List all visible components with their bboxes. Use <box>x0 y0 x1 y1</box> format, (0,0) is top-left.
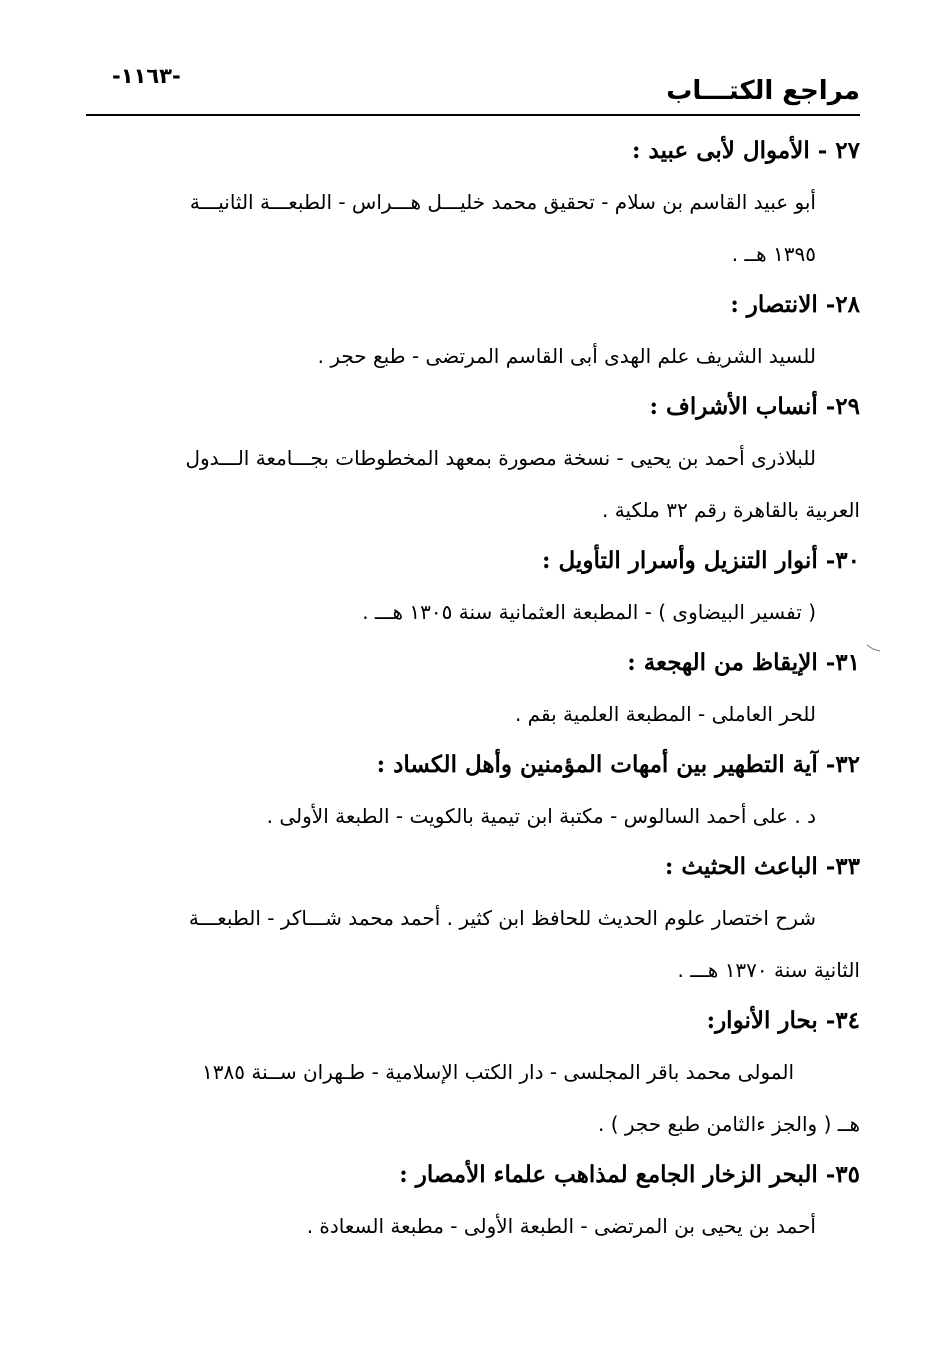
entry-line: ١٣٩٥ هــ . <box>731 242 816 266</box>
entry-body <box>80 432 860 536</box>
entry-line: شرح اختصار علوم الحديث للحافظ ابن كثير . أحمد محمد شـــاكر - الطبعـــة <box>188 906 816 930</box>
entry-body <box>80 1200 860 1252</box>
bibliography-entry-32 <box>80 740 860 842</box>
entry-heading: ٢٨- الانتصار : <box>730 291 860 318</box>
bibliography-entry-27 <box>80 126 860 280</box>
bibliography-entry-35 <box>80 1150 860 1252</box>
entry-heading: ٢٧ - الأموال لأبى عبيد : <box>632 137 860 164</box>
page-number: -١١٦٣- <box>112 64 181 88</box>
entry-body <box>80 586 860 638</box>
entry-heading: ٣١- الإيقاظ من الهجعة : <box>627 649 860 676</box>
entry-heading: ٣٤- بحار الأنوار: <box>706 1007 860 1034</box>
entry-body <box>80 176 860 280</box>
header-rule <box>86 114 860 116</box>
bibliography-entry-30 <box>80 536 860 638</box>
entry-heading: ٣٥- البحر الزخار الجامع لمذاهب علماء الأمصار : <box>399 1161 860 1188</box>
entry-line: للحر العاملى - المطبعة العلمية بقم . <box>514 702 816 726</box>
bibliography-entry-31 <box>80 638 860 740</box>
entry-line: العربية بالقاهرة رقم ٣٢ ملكية . <box>602 498 860 522</box>
entry-body <box>80 688 860 740</box>
entry-body <box>80 330 860 382</box>
entry-line: أحمد بن يحيى بن المرتضى - الطبعة الأولى - مطبعة السعادة . <box>306 1214 816 1238</box>
bibliography-list <box>80 126 860 1252</box>
entry-line: المولى محمد باقر المجلسى - دار الكتب الإسلامية - طـهران ســنة ١٣٨٥ <box>202 1060 794 1084</box>
entry-line: للسيد الشريف علم الهدى أبى القاسم المرتضى - طبع حجر . <box>317 344 816 368</box>
entry-body <box>80 892 860 996</box>
entry-line: ( تفسير البيضاوى ) - المطبعة العثمانية سنة ١٣٠٥ هـــ . <box>362 600 816 624</box>
bibliography-entry-28 <box>80 280 860 382</box>
entry-line: هــ ( والجز ءالثامن طبع حجر ) . <box>597 1112 860 1136</box>
entry-body <box>80 1046 860 1150</box>
running-header-title: مراجع الكتـــاب <box>666 76 860 106</box>
bibliography-entry-29 <box>80 382 860 536</box>
entry-heading: ٣٠- أنوار التنزيل وأسرار التأويل : <box>542 547 860 574</box>
entry-heading: ٣٣- الباعث الحثيث : <box>664 853 860 880</box>
entry-heading: ٢٩- أنساب الأشراف : <box>649 393 860 420</box>
entry-heading: ٣٢- آية التطهير بين أمهات المؤمنين وأهل الكساد : <box>376 751 860 778</box>
bibliography-entry-33 <box>80 842 860 996</box>
entry-line: للبلاذرى أحمد بن يحيى - نسخة مصورة بمعهد المخطوطات بجـــامعة الـــدول <box>185 446 816 470</box>
entry-body <box>80 790 860 842</box>
entry-line: أبو عبيد القاسم بن سلام - تحقيق محمد خليـــل هـــراس - الطبعـــة الثانيـــة <box>189 190 816 214</box>
bibliography-entry-34 <box>80 996 860 1150</box>
entry-line: الثانية سنة ١٣٧٠ هـــ . <box>677 958 860 982</box>
scan-speck <box>866 643 882 653</box>
entry-line: د . على أحمد السالوس - مكتبة ابن تيمية بالكويت - الطبعة الأولى . <box>266 804 816 828</box>
